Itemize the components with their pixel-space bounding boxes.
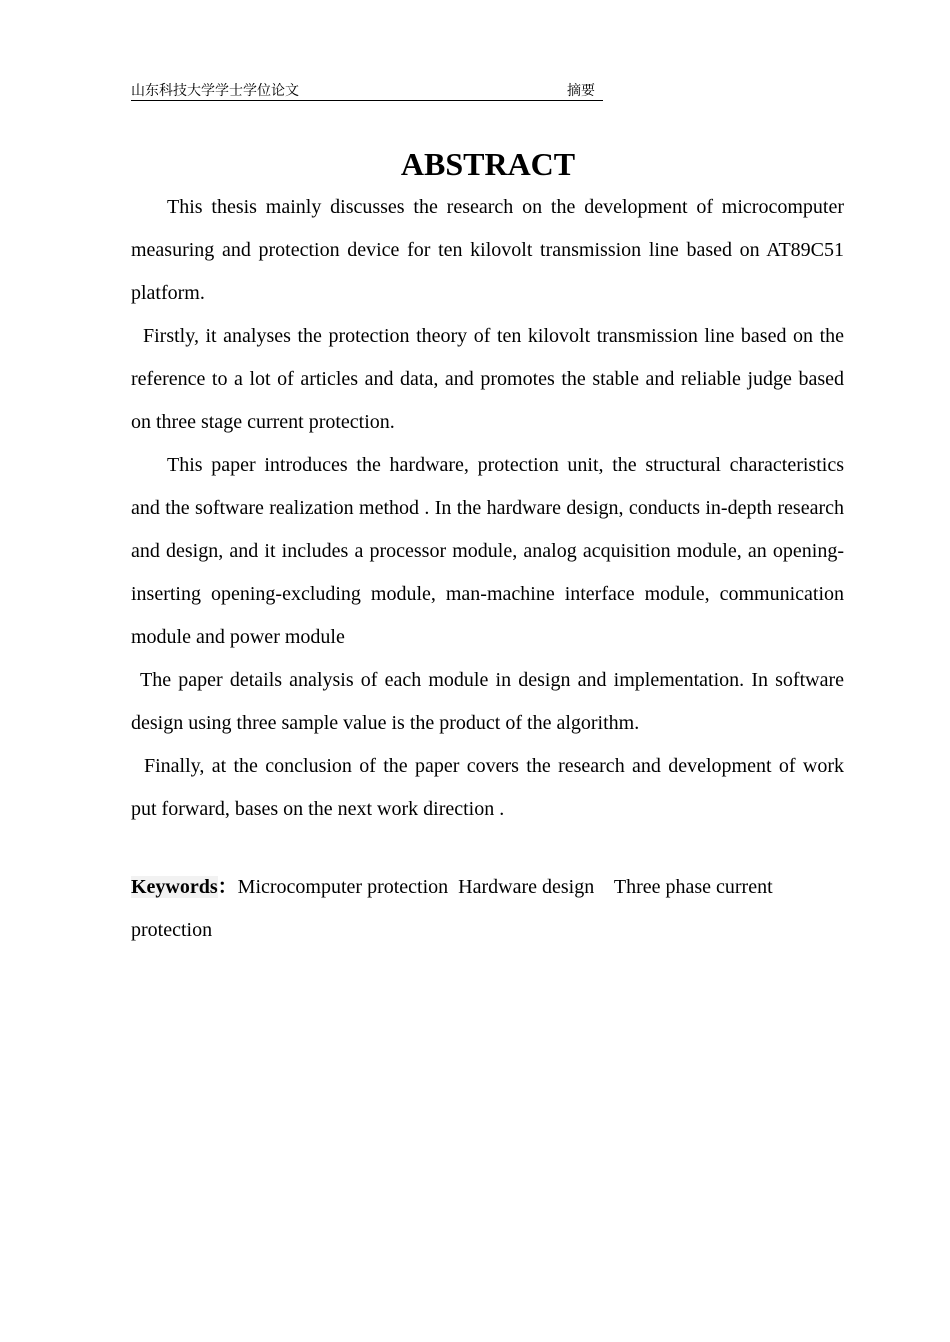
keywords-colon: ： [217,876,238,898]
keywords-label: Keywords [131,876,218,898]
keywords-text: Microcomputer protection Hardware design Three phase current protection [131,876,778,941]
abstract-paragraph-4: The paper details analysis of each module in design and implementation. In software design using three sample value is the product of the algorithm. [131,669,844,734]
page-header [131,82,603,101]
abstract-paragraph-5: Finally, at the conclusion of the paper covers the research and development of work put forward, bases on the next work direction . [131,755,844,820]
header-thesis-title: 山东科技大学学士学位论文 [131,83,299,99]
abstract-paragraph-3: This paper introduces the hardware, protection unit, the structural characteristics and the software realization method . In the hardware design, conducts in-depth research and design, and it includes a processor module, analog acquisition module, an opening-inserting opening-excluding module, man-machine interface module, communication module and power module [131,454,844,648]
abstract-body [131,186,844,831]
abstract-title: ABSTRACT [400,146,576,182]
keywords-line [131,866,844,952]
abstract-paragraph-1: This thesis mainly discusses the research on the development of microcomputer measuring and protection device for ten kilovolt transmission line based on AT89C51 platform. [131,196,844,304]
header-section-title: 摘要 [567,83,595,99]
abstract-paragraph-2: Firstly, it analyses the protection theory of ten kilovolt transmission line based on the reference to a lot of articles and data, and promotes the stable and reliable judge based on three stage current protection. [131,325,844,433]
